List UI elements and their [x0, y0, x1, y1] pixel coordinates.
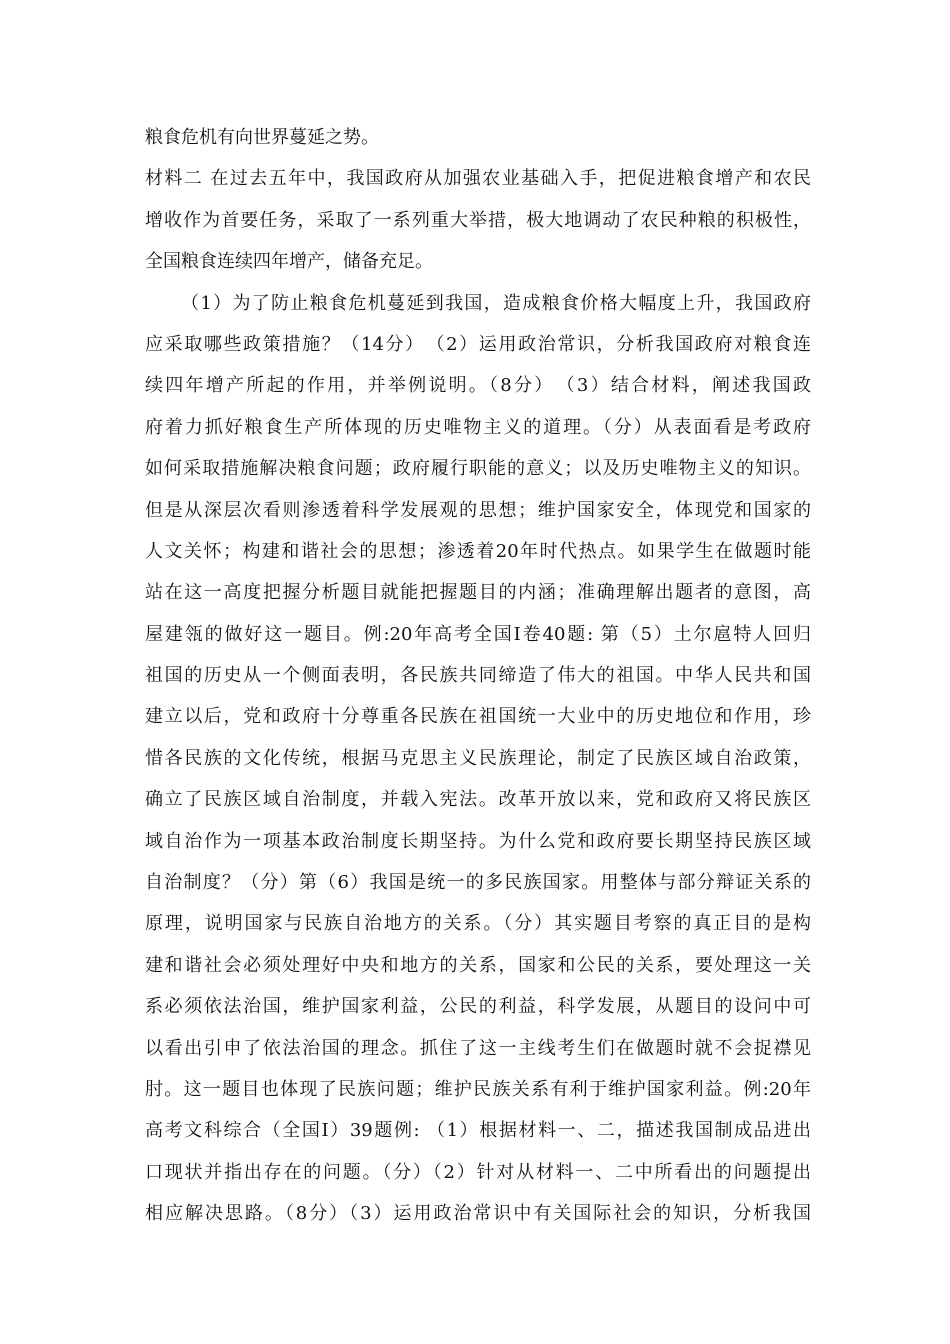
text-line: 建立以后，党和政府十分尊重各民族在祖国统一大业中的历史地位和作用，珍 — [145, 706, 811, 728]
text-line: 建和谐社会必须处理好中央和地方的关系，国家和公民的关系，要处理这一关 — [145, 954, 811, 976]
text-line: 祖国的历史从一个侧面表明，各民族共同缔造了伟大的祖国。中华人民共和国 — [145, 665, 811, 687]
text-line: 粮食危机有向世界蔓延之势。 — [145, 127, 379, 148]
text-line: 站在这一高度把握分析题目就能把握题目的内涵；准确理解出题者的意图，高 — [145, 582, 811, 604]
text-line: 相应解决思路。（8分）（3）运用政治常识中有关国际社会的知识，分析我国 — [145, 1203, 811, 1225]
text-line: 肘。这一题目也体现了民族问题；维护民族关系有利于维护国家利益。例:20年 — [145, 1078, 811, 1100]
text-line: 材料二 在过去五年中，我国政府从加强农业基础入手，把促进粮食增产和农民 — [145, 168, 811, 190]
text-line: 但是从深层次看则渗透着科学发展观的思想；维护国家安全，体现党和国家的 — [145, 499, 811, 521]
text-line: 确立了民族区域自治制度，并载入宪法。改革开放以来，党和政府又将民族区 — [145, 789, 811, 811]
text-line: 惜各民族的文化传统，根据马克思主义民族理论，制定了民族区域自治政策， — [145, 747, 811, 769]
text-line: 如何采取措施解决粮食问题；政府履行职能的意义；以及历史唯物主义的知识。 — [145, 458, 811, 480]
text-line: 原理，说明国家与民族自治地方的关系。（分）其实题目考察的真正目的是构 — [145, 913, 811, 935]
text-line: 人文关怀；构建和谐社会的思想；渗透着20年时代热点。如果学生在做题时能 — [145, 540, 811, 562]
text-line: 府着力抓好粮食生产所体现的历史唯物主义的道理。（分）从表面看是考政府 — [145, 416, 811, 438]
text-line: 以看出引申了依法治国的理念。抓住了这一主线考生们在做题时就不会捉襟见 — [145, 1037, 811, 1059]
text-line: 高考文科综合（全国Ⅰ）39题例: （1）根据材料一、二，描述我国制成品进出 — [145, 1120, 811, 1142]
text-line: 全国粮食连续四年增产，储备充足。 — [145, 251, 433, 273]
text-line: 续四年增产所起的作用，并举例说明。（8分） （3）结合材料，阐述我国政 — [145, 375, 811, 397]
text-line: 系必须依法治国，维护国家利益，公民的利益，科学发展，从题目的设问中可 — [145, 996, 811, 1018]
text-line: 应采取哪些政策措施？（14分） （2）运用政治常识，分析我国政府对粮食连 — [145, 333, 811, 355]
text-line: （1）为了防止粮食危机蔓延到我国，造成粮食价格大幅度上升，我国政府 — [181, 292, 811, 314]
text-line: 域自治作为一项基本政治制度长期坚持。为什么党和政府要长期坚持民族区域 — [145, 830, 811, 852]
text-line: 自治制度？（分）第（6）我国是统一的多民族国家。用整体与部分辩证关系的 — [145, 872, 811, 894]
text-line: 口现状并指出存在的问题。（分）（2）针对从材料一、二中所看出的问题提出 — [145, 1161, 811, 1183]
text-line: 增收作为首要任务，采取了一系列重大举措，极大地调动了农民种粮的积极性， — [145, 209, 811, 231]
text-line: 屋建瓴的做好这一题目。例:20年高考全国Ⅰ卷40题: 第（5）土尔扈特人回归 — [145, 623, 811, 645]
body-text — [145, 117, 811, 1235]
